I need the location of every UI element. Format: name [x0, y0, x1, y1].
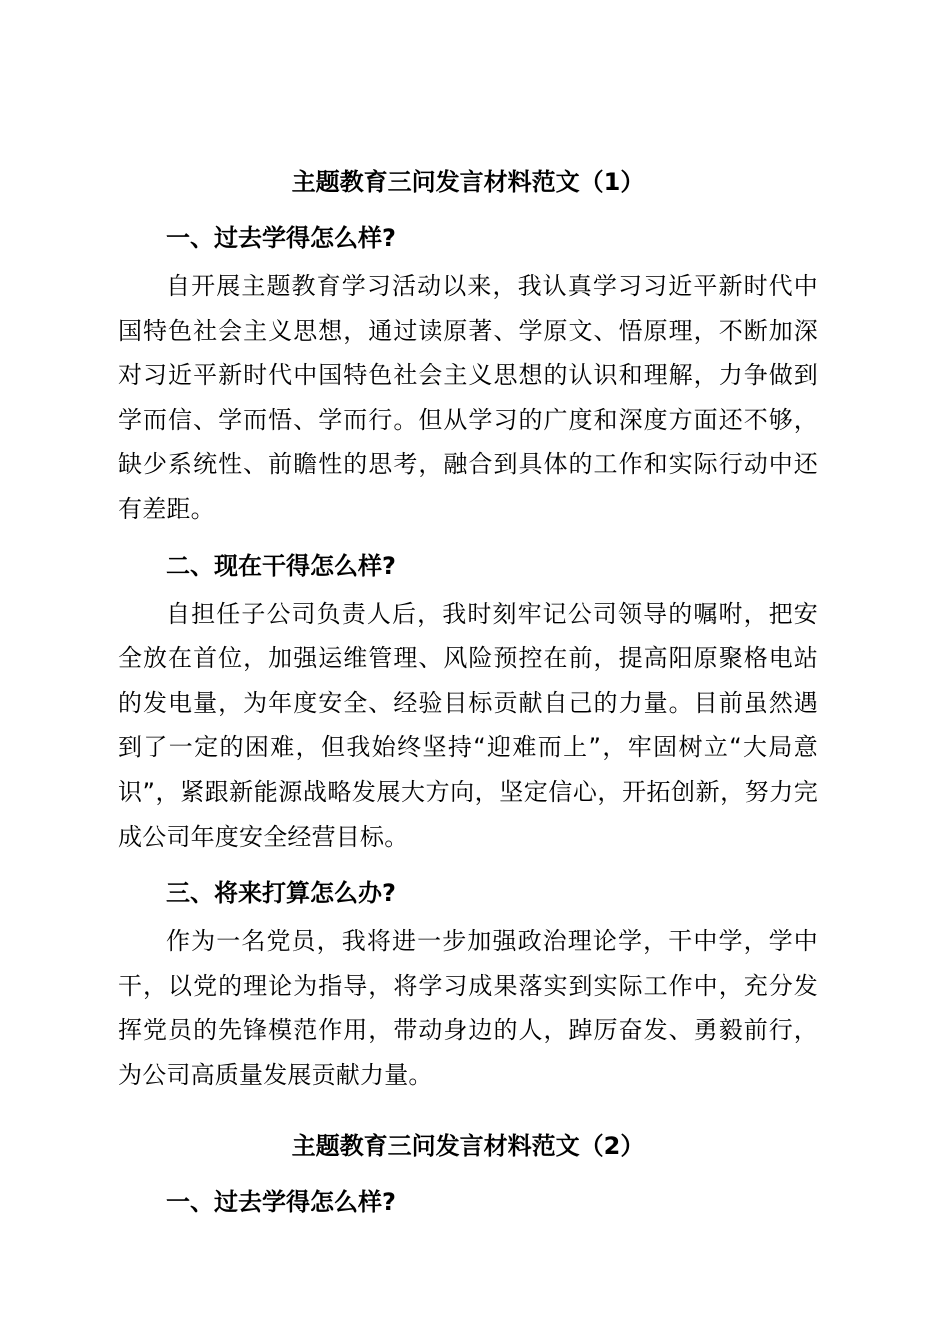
section-title-1: 主题教育三问发言材料范文（1） [291, 168, 645, 196]
section-1-heading-3: 三、将来打算怎么办? [166, 879, 396, 908]
section-1-paragraph-2: 自担任子公司负责人后，我时刻牢记公司领导的嘱咐，把安全放在首位，加强运维管理、风险预控在前，提高阳原聚格电站的发电量，为年度安全、经验目标贡献自己的力量。目前虽然遇到了一定的困难，但我始终坚持“迎难而上”，牢固树立“大局意识”，紧跟新能源战略发展大方向，坚定信心，开拓创新，努力完成公司年度安全经营目标。 [118, 599, 818, 851]
section-2-heading-1: 一、过去学得怎么样? [166, 1187, 396, 1216]
section-1-heading-1: 一、过去学得怎么样? [166, 224, 396, 252]
section-title-2: 主题教育三问发言材料范文（2） [291, 1131, 645, 1160]
document-body [118, 160, 818, 1224]
section-1-paragraph-1: 自开展主题教育学习活动以来，我认真学习习近平新时代中国特色社会主义思想，通过读原著、学原文、悟原理，不断加深对习近平新时代中国特色社会主义思想的认识和理解，力争做到学而信、学而悟、学而行。但从学习的广度和深度方面还不够，缺少系统性、前瞻性的思考，融合到具体的工作和实际行动中还有差距。 [118, 272, 818, 523]
section-1-paragraph-3: 作为一名党员，我将进一步加强政治理论学，干中学，学中干，以党的理论为指导，将学习成果落实到实际工作中，充分发挥党员的先锋模范作用，带动身边的人，踔厉奋发、勇毅前行，为公司高质量发展贡献力量。 [118, 927, 818, 1089]
section-1-heading-2: 二、现在干得怎么样? [166, 551, 396, 580]
